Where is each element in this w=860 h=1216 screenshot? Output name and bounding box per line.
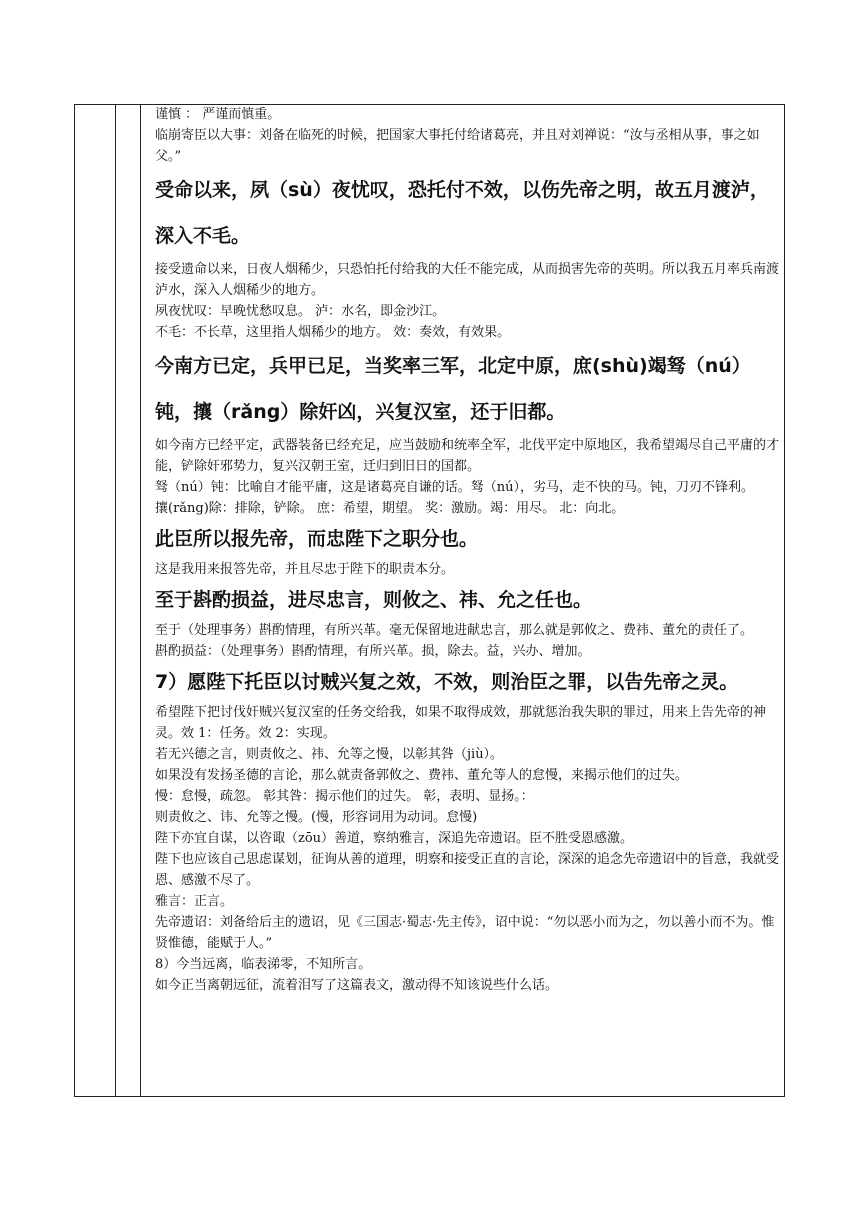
original-text-line: 受命以来，夙（sù）夜忧叹，恐托付不效，以伤先帝之明，故五月渡泸，深入不毛。 bbox=[155, 179, 769, 247]
original-text-line: 此臣所以报先帝，而忠陛下之职分也。 bbox=[155, 528, 479, 550]
translation-line: 接受遗命以来，日夜人烟稀少，只恐怕托付给我的大任不能完成，从而损害先帝的英明。所以我五月率兵南渡泸水，深入人烟稀少的地方。 bbox=[155, 262, 780, 298]
translation-line: 如果没有发扬圣德的言论，那么就责备郭攸之、费祎、董允等人的怠慢，来揭示他们的过失。 bbox=[155, 768, 689, 783]
translation-line: 至于（处理事务）斟酌情理，有所兴革。毫无保留地进献忠言，那么就是郭攸之、费祎、董允的责任了。 bbox=[155, 623, 754, 638]
note-line: 夙夜忧叹：早晚忧愁叹息。 泸：水名，即金沙江。 bbox=[155, 304, 446, 319]
table-column-1 bbox=[75, 105, 116, 1096]
document-content bbox=[155, 104, 779, 996]
note-line: 则责攸之、讳、允等之慢。(慢，形容词用为动词。怠慢) bbox=[155, 810, 478, 825]
translation-line: 陛下也应该自己思虑谋划，征询从善的道理，明察和接受正直的言论，深深的追念先帝遗诏中的旨意，我就受恩、感激不尽了。 bbox=[155, 852, 780, 888]
note-line: 雅言：正言。 bbox=[155, 894, 234, 909]
note-line: 攘(rǎng)除：排除，铲除。 庶：希望，期望。 奖：激励。竭：用尽。 北：向北。 bbox=[155, 501, 625, 516]
note-line: 若无兴德之言，则责攸之、祎、允等之慢，以彰其咎（jiù）。 bbox=[155, 747, 504, 762]
note-line: 不毛：不长草，这里指人烟稀少的地方。 效：奏效，有效果。 bbox=[155, 325, 511, 340]
note-line: 驽（nú）钝：比喻自才能平庸，这是诸葛亮自谦的话。驽（nú），劣马，走不快的马。钝，刀刃不锋利。 bbox=[155, 480, 754, 495]
translation-line: 这是我用来报答先帝，并且尽忠于陛下的职责本分。 bbox=[155, 562, 455, 577]
translation-line: 希望陛下把讨伐奸贼兴复汉室的任务交给我，如果不取得成效，那就惩治我失职的罪过，用来上告先帝的神灵。效 1：任务。效 2：实现。 bbox=[155, 705, 767, 741]
note-line: 先帝遗诏：刘备给后主的遗诏，见《三国志·蜀志·先主传》，诏中说：“勿以恶小而为之，勿以善小而不为。惟贤惟德，能赋于人。” bbox=[155, 915, 775, 951]
original-text-line: 7）愿陛下托臣以讨贼兴复之效，不效，则治臣之罪，以告先帝之灵。 bbox=[155, 671, 739, 693]
table-column-2 bbox=[116, 105, 141, 1096]
original-text-line: 今南方已定，兵甲已足，当奖率三军，北定中原，庶(shù)竭驽（nú）钝，攘（rǎng）除奸凶，兴复汉室，还于旧都。 bbox=[155, 355, 751, 423]
note-line: 8）今当远离，临表涕零，不知所言。 bbox=[155, 957, 372, 972]
note-line: 陛下亦宜自谋，以咨诹（zōu）善道，察纳雅言，深追先帝遗诏。臣不胜受恩感激。 bbox=[155, 831, 634, 846]
note-line: 斟酌损益：（处理事务）斟酌情理，有所兴革。损，除去。益，兴办、增加。 bbox=[155, 644, 591, 659]
translation-line: 如今正当离朝远征，流着泪写了这篇表文，激动得不知该说些什么话。 bbox=[155, 978, 559, 993]
translation-line: 如今南方已经平定，武器装备已经充足，应当鼓励和统率全军，北伐平定中原地区，我希望竭尽自己平庸的才能，铲除奸邪势力，复兴汉朝王室，迁归到旧日的国都。 bbox=[155, 438, 780, 474]
original-text-line: 至于斟酌损益，进尽忠言，则攸之、祎、允之任也。 bbox=[155, 589, 593, 611]
note-line: 谨慎 ： 严谨而慎重。 bbox=[155, 107, 281, 122]
note-line: 慢：怠慢，疏忽。 彰其咎：揭示他们的过失。 彰，表明、显扬。： bbox=[155, 789, 534, 804]
note-line: 临崩寄臣以大事：刘备在临死的时候，把国家大事托付给诸葛亮，并且对刘禅说：“汝与丞相从事，事之如父。” bbox=[155, 128, 760, 164]
